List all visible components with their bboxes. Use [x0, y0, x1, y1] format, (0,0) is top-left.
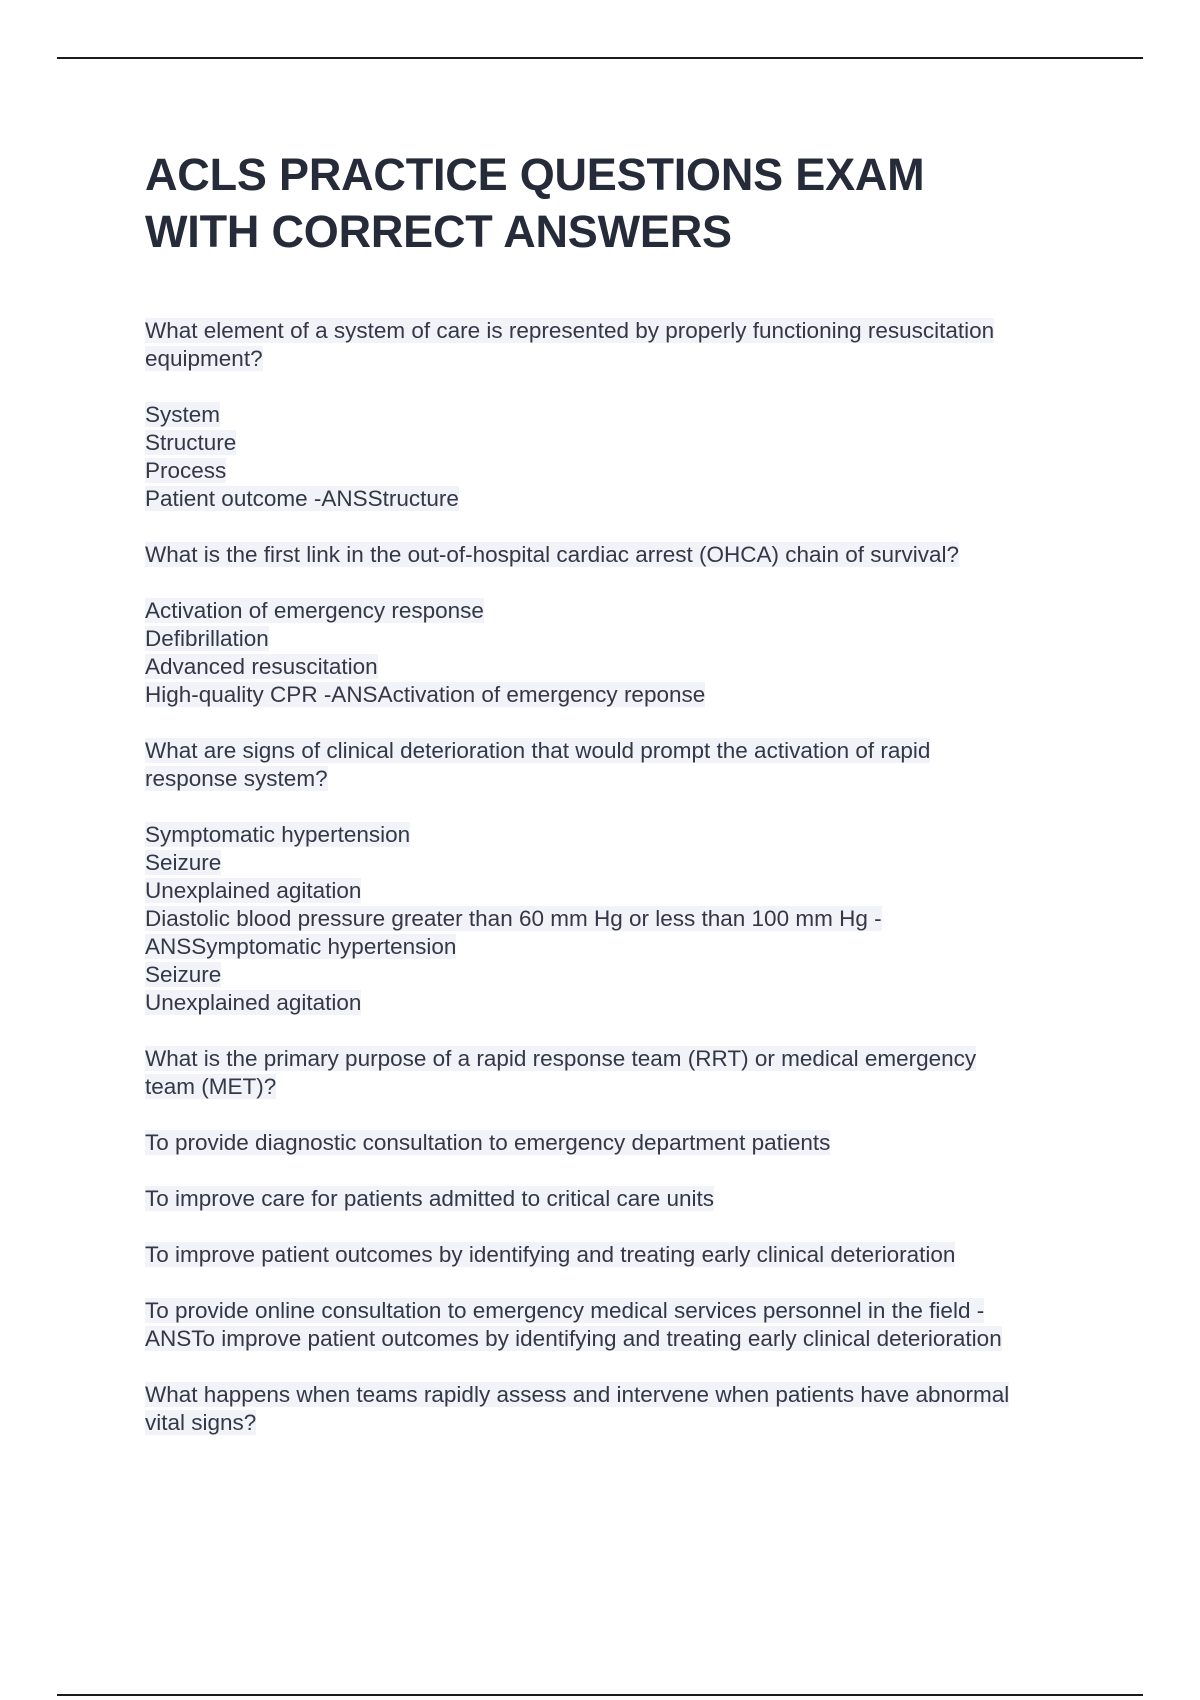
text-line: ANSSymptomatic hypertension [145, 934, 457, 959]
answer-option [145, 1241, 1085, 1269]
text-line: Symptomatic hypertension [145, 822, 411, 847]
answer-options [145, 401, 1085, 513]
text-line: What is the primary purpose of a rapid response team (RRT) or medical emergency [145, 1046, 977, 1071]
text-line: Defibrillation [145, 626, 269, 651]
text-line: What is the first link in the out-of-hospital cardiac arrest (OHCA) chain of survival? [145, 542, 960, 567]
page-content [145, 146, 1085, 1465]
title-line: WITH CORRECT ANSWERS [145, 206, 732, 257]
text-line: Process [145, 458, 227, 483]
text-line: Patient outcome -ANSStructure [145, 486, 459, 511]
text-line: To improve care for patients admitted to critical care units [145, 1186, 714, 1211]
document-body [145, 317, 1085, 1437]
bottom-rule [57, 1694, 1143, 1696]
text-line: To improve patient outcomes by identifying and treating early clinical deterioration [145, 1242, 956, 1267]
title-line: ACLS PRACTICE QUESTIONS EXAM [145, 149, 925, 200]
text-line: What are signs of clinical deterioration that would prompt the activation of rapid [145, 738, 931, 763]
text-line: Seizure [145, 962, 222, 987]
question-paragraph [145, 1045, 1085, 1101]
text-line: Diastolic blood pressure greater than 60 mm Hg or less than 100 mm Hg - [145, 906, 882, 931]
text-line: Structure [145, 430, 237, 455]
text-line: What element of a system of care is represented by properly functioning resuscitation [145, 318, 995, 343]
answer-option [145, 1185, 1085, 1213]
answer-option [145, 1297, 1085, 1353]
text-line: System [145, 402, 221, 427]
text-line: vital signs? [145, 1410, 257, 1435]
text-line: Advanced resuscitation [145, 654, 378, 679]
text-line: Activation of emergency response [145, 598, 484, 623]
question-paragraph [145, 737, 1085, 793]
answer-options [145, 597, 1085, 709]
text-line: To provide diagnostic consultation to emergency department patients [145, 1130, 831, 1155]
top-rule [57, 57, 1143, 59]
text-line: equipment? [145, 346, 263, 371]
text-line: team (MET)? [145, 1074, 277, 1099]
text-line: To provide online consultation to emergency medical services personnel in the field - [145, 1298, 985, 1323]
text-line: response system? [145, 766, 328, 791]
text-line: What happens when teams rapidly assess and intervene when patients have abnormal [145, 1382, 1010, 1407]
question-paragraph [145, 541, 1085, 569]
text-line: ANSTo improve patient outcomes by identifying and treating early clinical deterioration [145, 1326, 1002, 1351]
answer-option [145, 1129, 1085, 1157]
text-line: Unexplained agitation [145, 990, 362, 1015]
question-paragraph [145, 317, 1085, 373]
text-line: Seizure [145, 850, 222, 875]
question-paragraph [145, 1381, 1085, 1437]
text-line: High-quality CPR -ANSActivation of emergency reponse [145, 682, 706, 707]
answer-options [145, 821, 1085, 1017]
text-line: Unexplained agitation [145, 878, 362, 903]
document-title [145, 146, 1085, 260]
